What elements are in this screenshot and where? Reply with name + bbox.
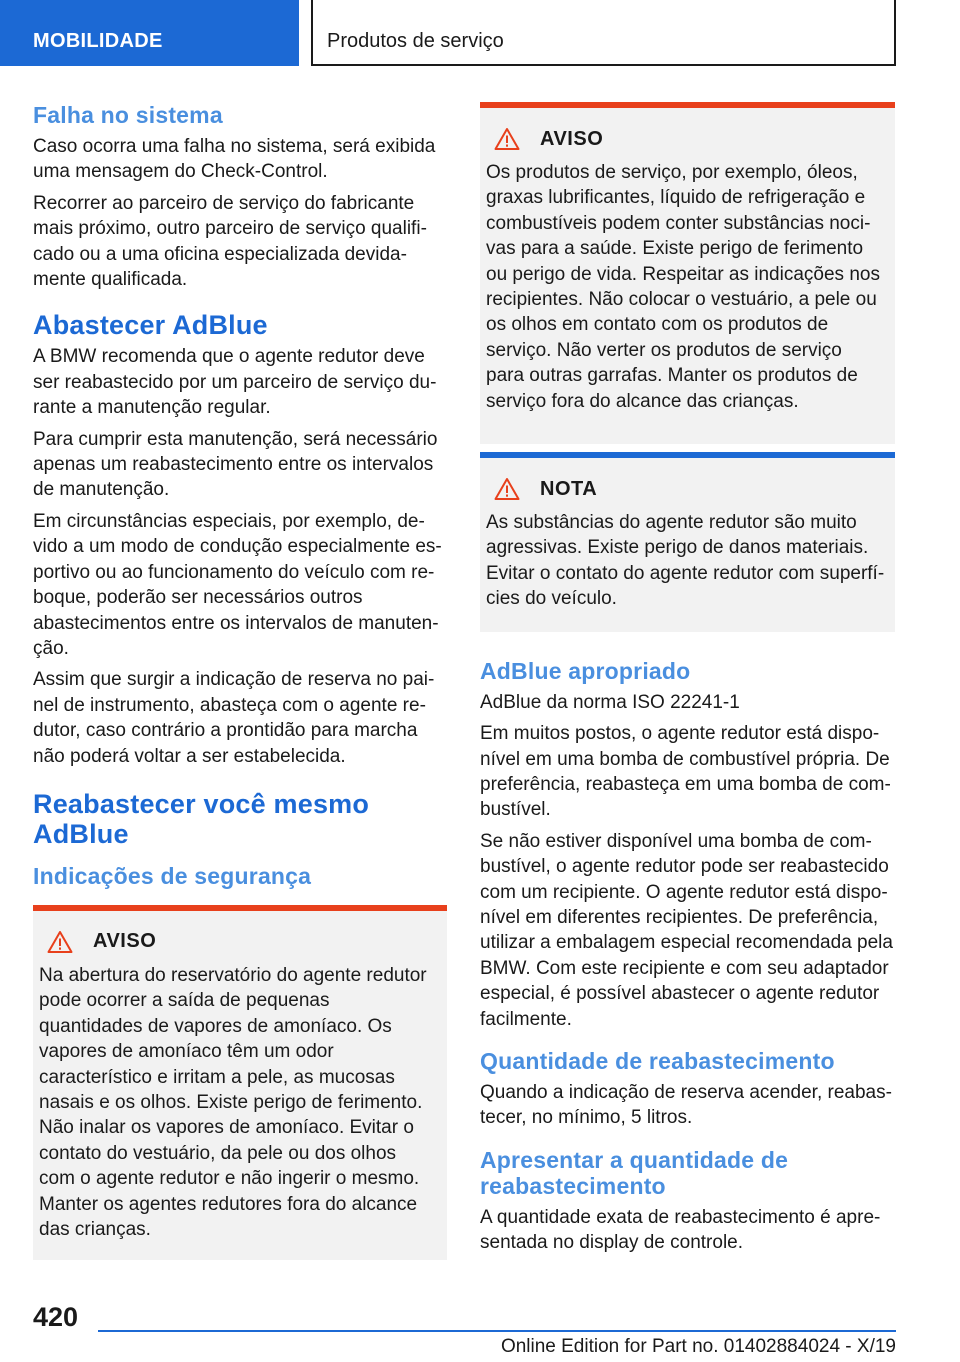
warning-box-text: Na abertura do reservatório do agente redutor pode ocorrer a saída de pequenas quantidades de vapores de amoníaco. Os vapores de amoníaco têm um odor característico e irritam a pele, as mucosas nasais e os olhos. Existe perigo de ferimento. Não inalar os vapores de amoníaco. Evitar o contato do vestuário, da pele ou dos olhos com o agente redutor e não ingerir o mesmo. Manter os agentes redutores fora do alcance das crianças. — [39, 964, 427, 1240]
warning-triangle-icon — [47, 930, 73, 954]
warning-triangle-icon — [494, 477, 520, 501]
note-box-material-damage — [480, 452, 895, 632]
paragraph-quantidade-1: Quando a indicação de reserva acender, reabastecer, no mínimo, 5 litros. — [480, 1081, 892, 1129]
header-page-title: Produtos de serviço — [327, 30, 504, 52]
paragraph-falha-1: Caso ocorra uma falha no sistema, será exibida uma mensagem do Check-Control. — [33, 136, 436, 183]
heading-indicacoes-seguranca: Indicações de segurança — [33, 862, 312, 889]
heading-abastecer-adblue: Abastecer AdBlue — [33, 310, 268, 341]
footer-divider — [98, 1330, 896, 1332]
right-column — [480, 102, 895, 1262]
warning-box-title: AVISO — [540, 127, 604, 150]
header-section-tab — [0, 0, 299, 66]
paragraph-abastecer-3: Em circunstâncias especiais, por exemplo, devido a um modo de condução especialmente esportivo ou ao funcionamento do veículo com reboque, poderão ser necessários outros abastecimentos entre os intervalos de manutenção. — [33, 510, 442, 659]
note-box-text: As substâncias do agente redutor são muito agressivas. Existe perigo de danos materiais. Evitar o contato do agente redutor com superfícies do veículo. — [486, 512, 885, 610]
heading-adblue-apropriado: AdBlue apropriado — [480, 657, 691, 684]
heading-reabastecer-voce-mesmo: Reabastecer você mesmo AdBlue — [33, 788, 370, 849]
warning-box-header — [494, 124, 885, 154]
paragraph-apropriado-1: AdBlue da norma ISO 22241-1 — [480, 691, 740, 713]
left-column — [33, 102, 447, 1260]
note-box-title: NOTA — [540, 477, 598, 500]
header-title-box — [311, 0, 896, 66]
warning-box-header — [47, 927, 437, 957]
heading-apresentar-quantidade: Apresentar a quantidade de reabastecimento — [480, 1146, 789, 1199]
warning-triangle-icon — [494, 127, 520, 151]
heading-falha-no-sistema: Falha no sistema — [33, 102, 223, 128]
paragraph-abastecer-2: Para cumprir esta manutenção, será necessário apenas um reabastecimento entre os intervalos de manutenção. — [33, 428, 438, 501]
paragraph-apresentar-1: A quantidade exata de reabastecimento é apresentada no display de controle. — [480, 1206, 881, 1254]
warning-box-title: AVISO — [93, 930, 157, 953]
heading-quantidade-reabastecimento: Quantidade de reabastecimento — [480, 1047, 835, 1074]
page-number: 420 — [33, 1302, 79, 1332]
paragraph-apropriado-2: Em muitos postos, o agente redutor está disponível em uma bomba de combustível própria. De preferência, reabasteça em uma bomba de combustível. — [480, 723, 891, 821]
note-box-header — [494, 474, 885, 504]
paragraph-abastecer-1: A BMW recomenda que o agente redutor deve ser reabastecido por um parceiro de serviço durante a manutenção regular. — [33, 346, 437, 419]
paragraph-falha-2: Recorrer ao parceiro de serviço do fabricante mais próximo, outro parceiro de serviço qualificado ou a uma oficina especializada devidamente qualificada. — [33, 192, 427, 291]
warning-box-service-products — [480, 102, 895, 444]
paragraph-abastecer-4: Assim que surgir a indicação de reserva no painel de instrumento, abasteça com o agente redutor, caso contrário a prontidão para marcha não poderá voltar a ser estabelecida. — [33, 669, 435, 767]
paragraph-apropriado-3: Se não estiver disponível uma bomba de combustível, o agente redutor pode ser reabastecido com um recipiente. O agente redutor está disponível em diferentes recipientes. De preferência, utilizar a embalagem especial recomendada pela BMW. Com este recipiente e com seu adaptador especial, é possível abastecer o agente redutor facilmente. — [480, 830, 893, 1030]
footer-edition-text: Online Edition for Part no. 01402884024 - X/19 — [500, 1336, 896, 1357]
warning-box-ammonia — [33, 905, 447, 1260]
warning-box-text: Os produtos de serviço, por exemplo, óleos, graxas lubrificantes, líquido de refrigeração e combustíveis podem conter substâncias nocivas para a saúde. Existe perigo de ferimento ou perigo de vida. Respeitar as indicações nos recipientes. Não colocar o vestuário, a pele ou os olhos em contato com os produtos de serviço. Não verter os produtos de serviço para outras garrafas. Manter os produtos de serviço fora do alcance das crianças. — [486, 162, 880, 412]
header-section-label: MOBILIDADE — [33, 30, 163, 52]
